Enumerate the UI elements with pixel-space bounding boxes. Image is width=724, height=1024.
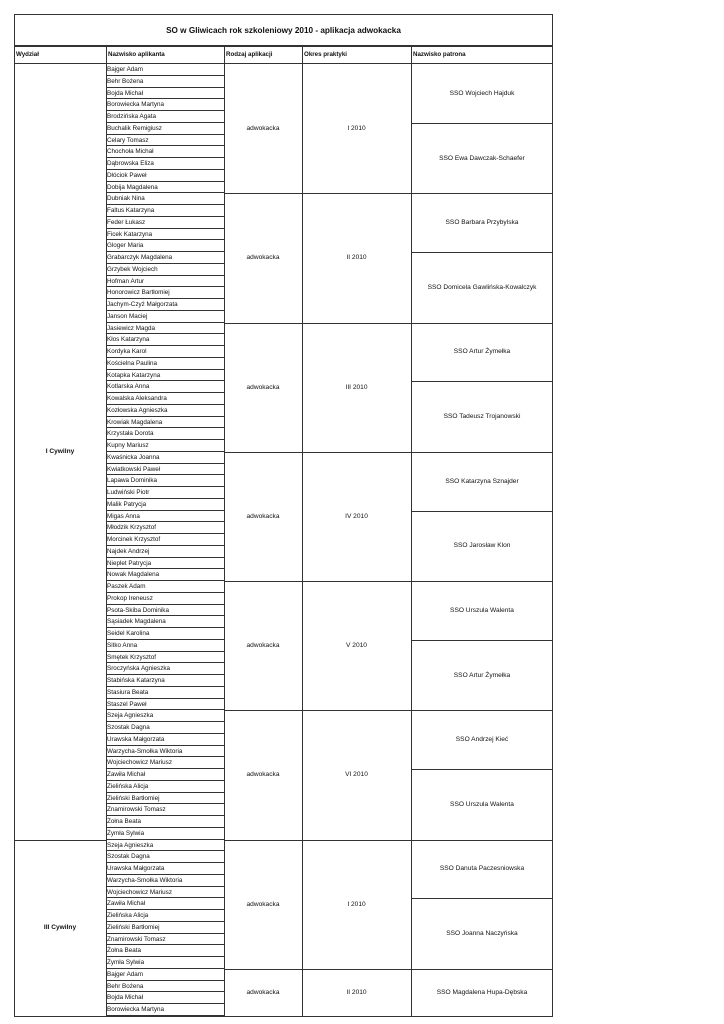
applicant-name: Warzycha-Smołka Wiktoria xyxy=(106,746,224,758)
application-type: adwokacka xyxy=(246,512,280,520)
applicant-name: Paszek Adam xyxy=(106,581,224,593)
patron-divider xyxy=(411,511,553,512)
practice-period: II 2010 xyxy=(346,254,367,262)
applicant-name: Jachym-Czyż Małgorzata xyxy=(106,299,224,311)
applicant-name: Znamirowski Tomasz xyxy=(106,934,224,946)
applicant-name: Zawiła Michał xyxy=(106,898,224,910)
applicant-name: Wojciechowicz Mariusz xyxy=(106,887,224,899)
applicant-name: Morcinek Krzysztof xyxy=(106,534,224,546)
applicant-name: Szostak Dagna xyxy=(106,722,224,734)
applicant-name: Młodzik Krzysztof xyxy=(106,522,224,534)
applicant-name: Lapawa Dominika xyxy=(106,475,224,487)
applicant-name: Borowiecka Martyna xyxy=(106,1004,224,1016)
applicant-name: Hofman Artur xyxy=(106,276,224,288)
patron-divider xyxy=(411,252,553,253)
patron-divider xyxy=(411,381,553,382)
applicant-name: Behr Bożena xyxy=(106,76,224,88)
applicant-name: Kwiatkowski Paweł xyxy=(106,464,224,476)
applicant-name: Warzycha-Smołka Wiktoria xyxy=(106,875,224,887)
applicant-name: Faltus Katarzyna xyxy=(106,205,224,217)
patron-divider xyxy=(411,640,553,641)
applicant-name: Kupny Mariusz xyxy=(106,440,224,452)
applicant-name: Ficek Katarzyna xyxy=(106,229,224,241)
patron-name: SSO Katarzyna Sznajder xyxy=(445,477,519,485)
practice-period: V 2010 xyxy=(346,642,367,650)
applicant-name: Chochoła Michał xyxy=(106,146,224,158)
patron-name: SSO Tadeusz Trojanowski xyxy=(443,413,521,420)
patron-divider xyxy=(411,710,553,711)
patron-name: SSO Ewa Dawczak-Schaefer xyxy=(439,154,525,162)
applicant-name: Celary Tomasz xyxy=(106,135,224,147)
applicant-name: Zielińska Alicja xyxy=(106,910,224,922)
applicant-name: Kozłowska Agnieszka xyxy=(106,405,224,417)
applicant-name: Brodzińska Agata xyxy=(106,111,224,123)
practice-period: I 2010 xyxy=(347,900,366,908)
applicant-name: Zielińska Alicja xyxy=(106,781,224,793)
applicant-name: Dąbrowska Eliza xyxy=(106,158,224,170)
patron-name: SSO Joanna Naczyńska xyxy=(446,930,518,937)
patron-name: SSO Urszula Walenta xyxy=(450,606,514,614)
applicant-name: Nowak Magdalena xyxy=(106,569,224,581)
applicant-name: Krzystała Dorota xyxy=(106,428,224,440)
header-rodzaj: Rodzaj aplikacji xyxy=(224,46,302,64)
applicant-name: Malik Patrycja xyxy=(106,499,224,511)
application-type: adwokacka xyxy=(246,988,280,996)
applicant-name: Stasiura Beata xyxy=(106,687,224,699)
applicant-name: Kowalska Aleksandra xyxy=(106,393,224,405)
applicant-name: Prokop Ireneusz xyxy=(106,593,224,605)
applicant-name: Szostak Dagna xyxy=(106,851,224,863)
applicant-name: Sroczyńska Agnieszka xyxy=(106,663,224,675)
practice-period: I 2010 xyxy=(347,125,366,133)
application-type: adwokacka xyxy=(246,642,280,650)
applicant-name: Żołna Beata xyxy=(106,945,224,957)
application-type: adwokacka xyxy=(246,254,280,262)
applicant-name: Żołna Beata xyxy=(106,816,224,828)
applicant-name: Staszel Paweł xyxy=(106,699,224,711)
department-divider xyxy=(14,840,106,841)
applicant-name: Stabińska Katarzyna xyxy=(106,675,224,687)
header-wydzial: Wydział xyxy=(14,46,106,64)
application-type: adwokacka xyxy=(246,771,280,779)
applicant-name: Dłóciok Paweł xyxy=(106,170,224,182)
patron-name: SSO Danuta Paczesniowska xyxy=(439,865,525,873)
applicant-name: Znamirowski Tomasz xyxy=(106,804,224,816)
applicant-name: Bojda Michał xyxy=(106,992,224,1004)
applicant-name: Żymła Sylwia xyxy=(106,957,224,969)
department-label: III Cywilny xyxy=(43,924,77,932)
applicant-name: Migas Anna xyxy=(106,511,224,523)
applicant-name: Zieliński Bartłomiej xyxy=(106,793,224,805)
patron-divider xyxy=(411,969,553,970)
patron-name: SSO Barbara Przybylska xyxy=(445,219,519,227)
applicant-name: Janson Maciej xyxy=(106,311,224,323)
applicant-name: Dobija Magdalena xyxy=(106,182,224,194)
practice-period: VI 2010 xyxy=(345,771,368,779)
applicant-name: Ludwiński Piotr xyxy=(106,487,224,499)
applicant-name: Behr Bożena xyxy=(106,981,224,993)
table-title: SO w Gliwicach rok szkoleniowy 2010 - aplikacja adwokacka xyxy=(14,14,553,46)
applicant-name: Psota-Skiba Dominika xyxy=(106,605,224,617)
applicant-name: Bajger Adam xyxy=(106,969,224,981)
patron-divider xyxy=(411,452,553,453)
application-type: adwokacka xyxy=(246,383,280,391)
applicant-name: Sitko Anna xyxy=(106,640,224,652)
patron-divider xyxy=(411,898,553,899)
applicant-name: Bajger Adam xyxy=(106,64,224,76)
applicant-name: Nieplet Patrycja xyxy=(106,558,224,570)
applicant-name: Smętek Krzysztof xyxy=(106,652,224,664)
applicant-name: Zawiła Michał xyxy=(106,769,224,781)
patron-name: SSO Jarosław Klon xyxy=(453,542,511,550)
applicant-name: Honorowicz Bartłomiej xyxy=(106,287,224,299)
patron-name: SSO Domicela Gawlińska-Kowalczyk xyxy=(427,283,537,291)
patron-divider xyxy=(411,769,553,770)
patron-divider xyxy=(411,123,553,124)
patron-name: SSO Artur Żymełka xyxy=(453,671,511,679)
applicant-name: Borowiecka Martyna xyxy=(106,99,224,111)
applicant-name: Bojda Michał xyxy=(106,88,224,100)
applicant-name: Urawska Małgorzata xyxy=(106,734,224,746)
patron-name: SSO Andrzej Kieć xyxy=(455,736,509,744)
patron-divider xyxy=(411,323,553,324)
applicant-name: Urawska Małgorzata xyxy=(106,863,224,875)
applicant-name: Kotlarska Anna xyxy=(106,381,224,393)
applicant-name: Grabarczyk Magdalena xyxy=(106,252,224,264)
applicant-name: Żymła Sylwia xyxy=(106,828,224,840)
patron-name: SSO Magdalena Hupa-Dębska xyxy=(436,988,528,996)
application-type: adwokacka xyxy=(246,125,280,133)
department-label: I Cywilny xyxy=(45,448,75,456)
applicant-name: Wojciechowicz Mariusz xyxy=(106,757,224,769)
applicant-name: Jasiewicz Magda xyxy=(106,323,224,335)
applicant-name: Seidel Karolina xyxy=(106,628,224,640)
patron-name: SSO Wojciech Hajduk xyxy=(449,89,515,97)
applicant-name: Kwaśnicka Joanna xyxy=(106,452,224,464)
applicant-name: Najdek Andrzej xyxy=(106,546,224,558)
header-okres: Okres praktyki xyxy=(302,46,411,64)
patron-divider xyxy=(411,193,553,194)
patron-name: SSO Artur Żymełka xyxy=(453,348,511,356)
applicant-name: Szeja Agnieszka xyxy=(106,710,224,722)
applicant-name: Buchalik Remigiusz xyxy=(106,123,224,135)
applicant-name: Kordyka Karol xyxy=(106,346,224,358)
application-type: adwokacka xyxy=(246,900,280,908)
applicant-name: Zieliński Bartłomiej xyxy=(106,922,224,934)
applicant-name: Grzybek Wojciech xyxy=(106,264,224,276)
patron-name: SSO Urszula Walenta xyxy=(450,800,514,808)
applicant-name: Feder Łukasz xyxy=(106,217,224,229)
header-patron: Nazwisko patrona xyxy=(411,46,553,64)
practice-period: II 2010 xyxy=(346,988,367,996)
applicant-name: Kotapka Katarzyna xyxy=(106,370,224,382)
applicant-name: Krowiak Magdalena xyxy=(106,417,224,429)
patron-divider xyxy=(411,840,553,841)
patron-divider xyxy=(411,581,553,582)
applicant-name: Sąsiadek Magdalena xyxy=(106,616,224,628)
header-nazwisko: Nazwisko aplikanta xyxy=(106,46,224,64)
applicant-name: Kościelna Paulina xyxy=(106,358,224,370)
applicant-name: Gloger Maria xyxy=(106,240,224,252)
practice-period: IV 2010 xyxy=(345,512,368,520)
applicant-name: Szeja Agnieszka xyxy=(106,840,224,852)
practice-period: III 2010 xyxy=(345,383,368,391)
applicant-name: Kłos Katarzyna xyxy=(106,334,224,346)
applicant-name: Dubniak Nina xyxy=(106,193,224,205)
